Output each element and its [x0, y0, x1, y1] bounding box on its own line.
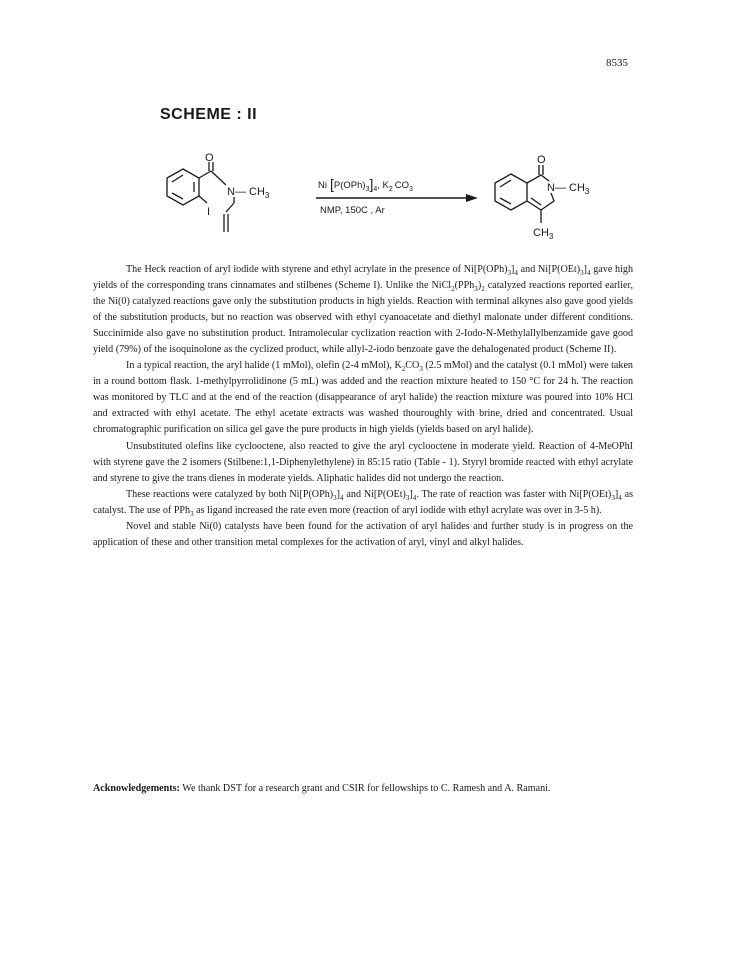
formula-index: 4	[514, 269, 518, 278]
scheme-title: SCHEME : II	[160, 106, 258, 123]
formula-index: 4	[618, 493, 622, 502]
text-run: ]	[409, 488, 413, 500]
product-benzene-ring	[495, 174, 527, 210]
paragraph	[93, 487, 633, 519]
reactant-ring-carbonyl-bond	[199, 171, 211, 178]
formula-index: 4	[340, 493, 344, 502]
body-text	[93, 262, 633, 551]
formula-index: 3	[190, 509, 194, 518]
text-run: (2.5 mMol) and the catalyst (0.1 mMol) were taken in a round bottom flask. 1-methylpyrrolidinone (5 mL) was added and the reaction mixture heated to 150 °C for 24 h. The reaction was monitored by TLC and at the end of the reaction (disappearance of aryl halide) the reaction mixture was poured into 10% HCl and extracted with ethyl acetate. The ethyl acetate extracts was washed thouroughly with brine, dried and concentrated. Usual chromatographic purification on silica gel gave the pure products in high yields (yields based on aryl halide).	[93, 360, 633, 436]
formula-index: 2	[451, 285, 455, 294]
paragraph	[93, 519, 633, 551]
reactant-ring-iodo-bond	[199, 196, 207, 203]
formula-index: 2	[401, 365, 406, 374]
text-run: ]	[511, 264, 515, 275]
product-c-methyl: $CH_3$	[533, 227, 554, 241]
text-run: ]	[336, 488, 341, 500]
reactant-carbonyl-o: O	[205, 152, 214, 164]
text-run: (PPh	[454, 280, 475, 292]
product-aromatic-bond	[500, 198, 511, 204]
text-run: These reactions were catalyzed by both Ni[P(OPh)	[126, 488, 334, 500]
text-run: )	[477, 280, 482, 292]
text-run: catalyzed reactions reported earlier, the Ni(0) catalyzed reactions gave only the substitution products in high yields. Reaction with terminal alkynes also gave good yields of the substitution products, but no reaction was observed with ethyl cyanoacetate and diethyl malonate under different conditions. Succinimide also gave no substitution product. Intramolecular cyclization reaction with 2-Iodo-N-Methylallylbenzamide gave good yield (79%) of the isoquinolone as the cyclized product, while allyl-2-iodo benzoate gave the dehalogenated product (Scheme II).	[93, 280, 633, 356]
product-n-methyl: N— $CH_3$	[547, 182, 590, 196]
formula-index: 3	[507, 269, 512, 278]
text-run: and Ni[P(OEt)	[517, 264, 581, 275]
conditions-catalyst: Ni $[P(OPh)_3]_4$, $K_2$ $CO_3$	[318, 176, 413, 193]
formula-index: 3	[333, 493, 337, 502]
reactant-aromatic-bond	[172, 175, 183, 182]
paragraph	[93, 262, 633, 358]
text-run: In a typical reaction, the aryl halide (1 mMol), olefin (2-4 mMol), K	[126, 360, 402, 372]
product-pyridone-ring	[527, 175, 549, 183]
text-run: Novel and stable Ni(0) catalysts have been found for the activation of aryl halides and further study is in progress on the application of these and other transition metal complexes for the activation of aryl, vinyl and alkyl halides.	[93, 520, 633, 548]
reactant-n-methyl: N— $CH_3$	[227, 186, 270, 200]
reactant-iodo: I	[207, 206, 211, 218]
reactant-aromatic-bond	[172, 193, 183, 199]
formula-index: 2	[481, 285, 485, 294]
product-carbonyl-o: O	[537, 154, 546, 166]
text-run: ]	[614, 488, 619, 500]
formula-index: 4	[412, 493, 417, 502]
text-run: as ligand increased the rate even more (reaction of aryl iodide with ethyl acrylate was over in 3-5 h).	[193, 504, 602, 516]
text-run: gave high yields of the corresponding trans cinnamates and stilbenes (Scheme I). Unlike the NiCl	[93, 264, 633, 292]
product-aromatic-bond	[500, 180, 511, 187]
acknowledgements-text: We thank DST for a research grant and CSIR for fellowships to C. Ramesh and A. Ramani.	[179, 783, 551, 794]
text-run: Unsubstituted olefins like cyclooctene, also reacted to give the aryl cyclooctene in moderate yield. Reaction of 4-MeOPhI with styrene gave the 2 isomers (Stilbene:1,1-Diphenylethylene) in 85:15 ratio (Table - 1). Styryl bromide reacted with ethyl acrylate and styrene to give the trans dienes in moderate yields. Aliphatic halides did not undergo the reaction.	[93, 440, 633, 484]
reactant-allyl-bond	[226, 203, 234, 212]
paragraph	[93, 439, 633, 487]
conditions-solvent: NMP, 150C , Ar	[320, 205, 385, 216]
acknowledgements-label: Acknowledgements:	[93, 783, 180, 794]
acknowledgements	[93, 781, 638, 797]
text-run: ]	[583, 264, 587, 275]
text-run: The Heck reaction of aryl iodide with styrene and ethyl acrylate in the presence of Ni[P(OPh)	[126, 264, 508, 275]
reactant-structure	[167, 162, 234, 232]
text-run: as catalyst. The use of PPh	[93, 488, 634, 516]
formula-index: 3	[405, 493, 410, 502]
formula-index: 3	[474, 285, 478, 294]
text-run: and Ni[P(OEt)	[343, 488, 406, 500]
product-pyridone-ring	[527, 193, 554, 210]
text-run: CO	[405, 360, 420, 372]
formula-index: 3	[580, 269, 584, 278]
formula-index: 3	[419, 365, 423, 374]
paragraph	[93, 358, 633, 438]
text-run: . The rate of reaction was faster with Ni[P(OEt)	[416, 488, 612, 500]
reaction-scheme	[0, 150, 740, 260]
product-structure	[495, 165, 554, 223]
reactant-carbonyl-n-bond	[211, 171, 226, 185]
reaction-arrow-head	[466, 194, 478, 202]
formula-index: 4	[586, 269, 591, 278]
formula-index: 3	[611, 493, 615, 502]
page-number: 8535	[606, 57, 628, 69]
